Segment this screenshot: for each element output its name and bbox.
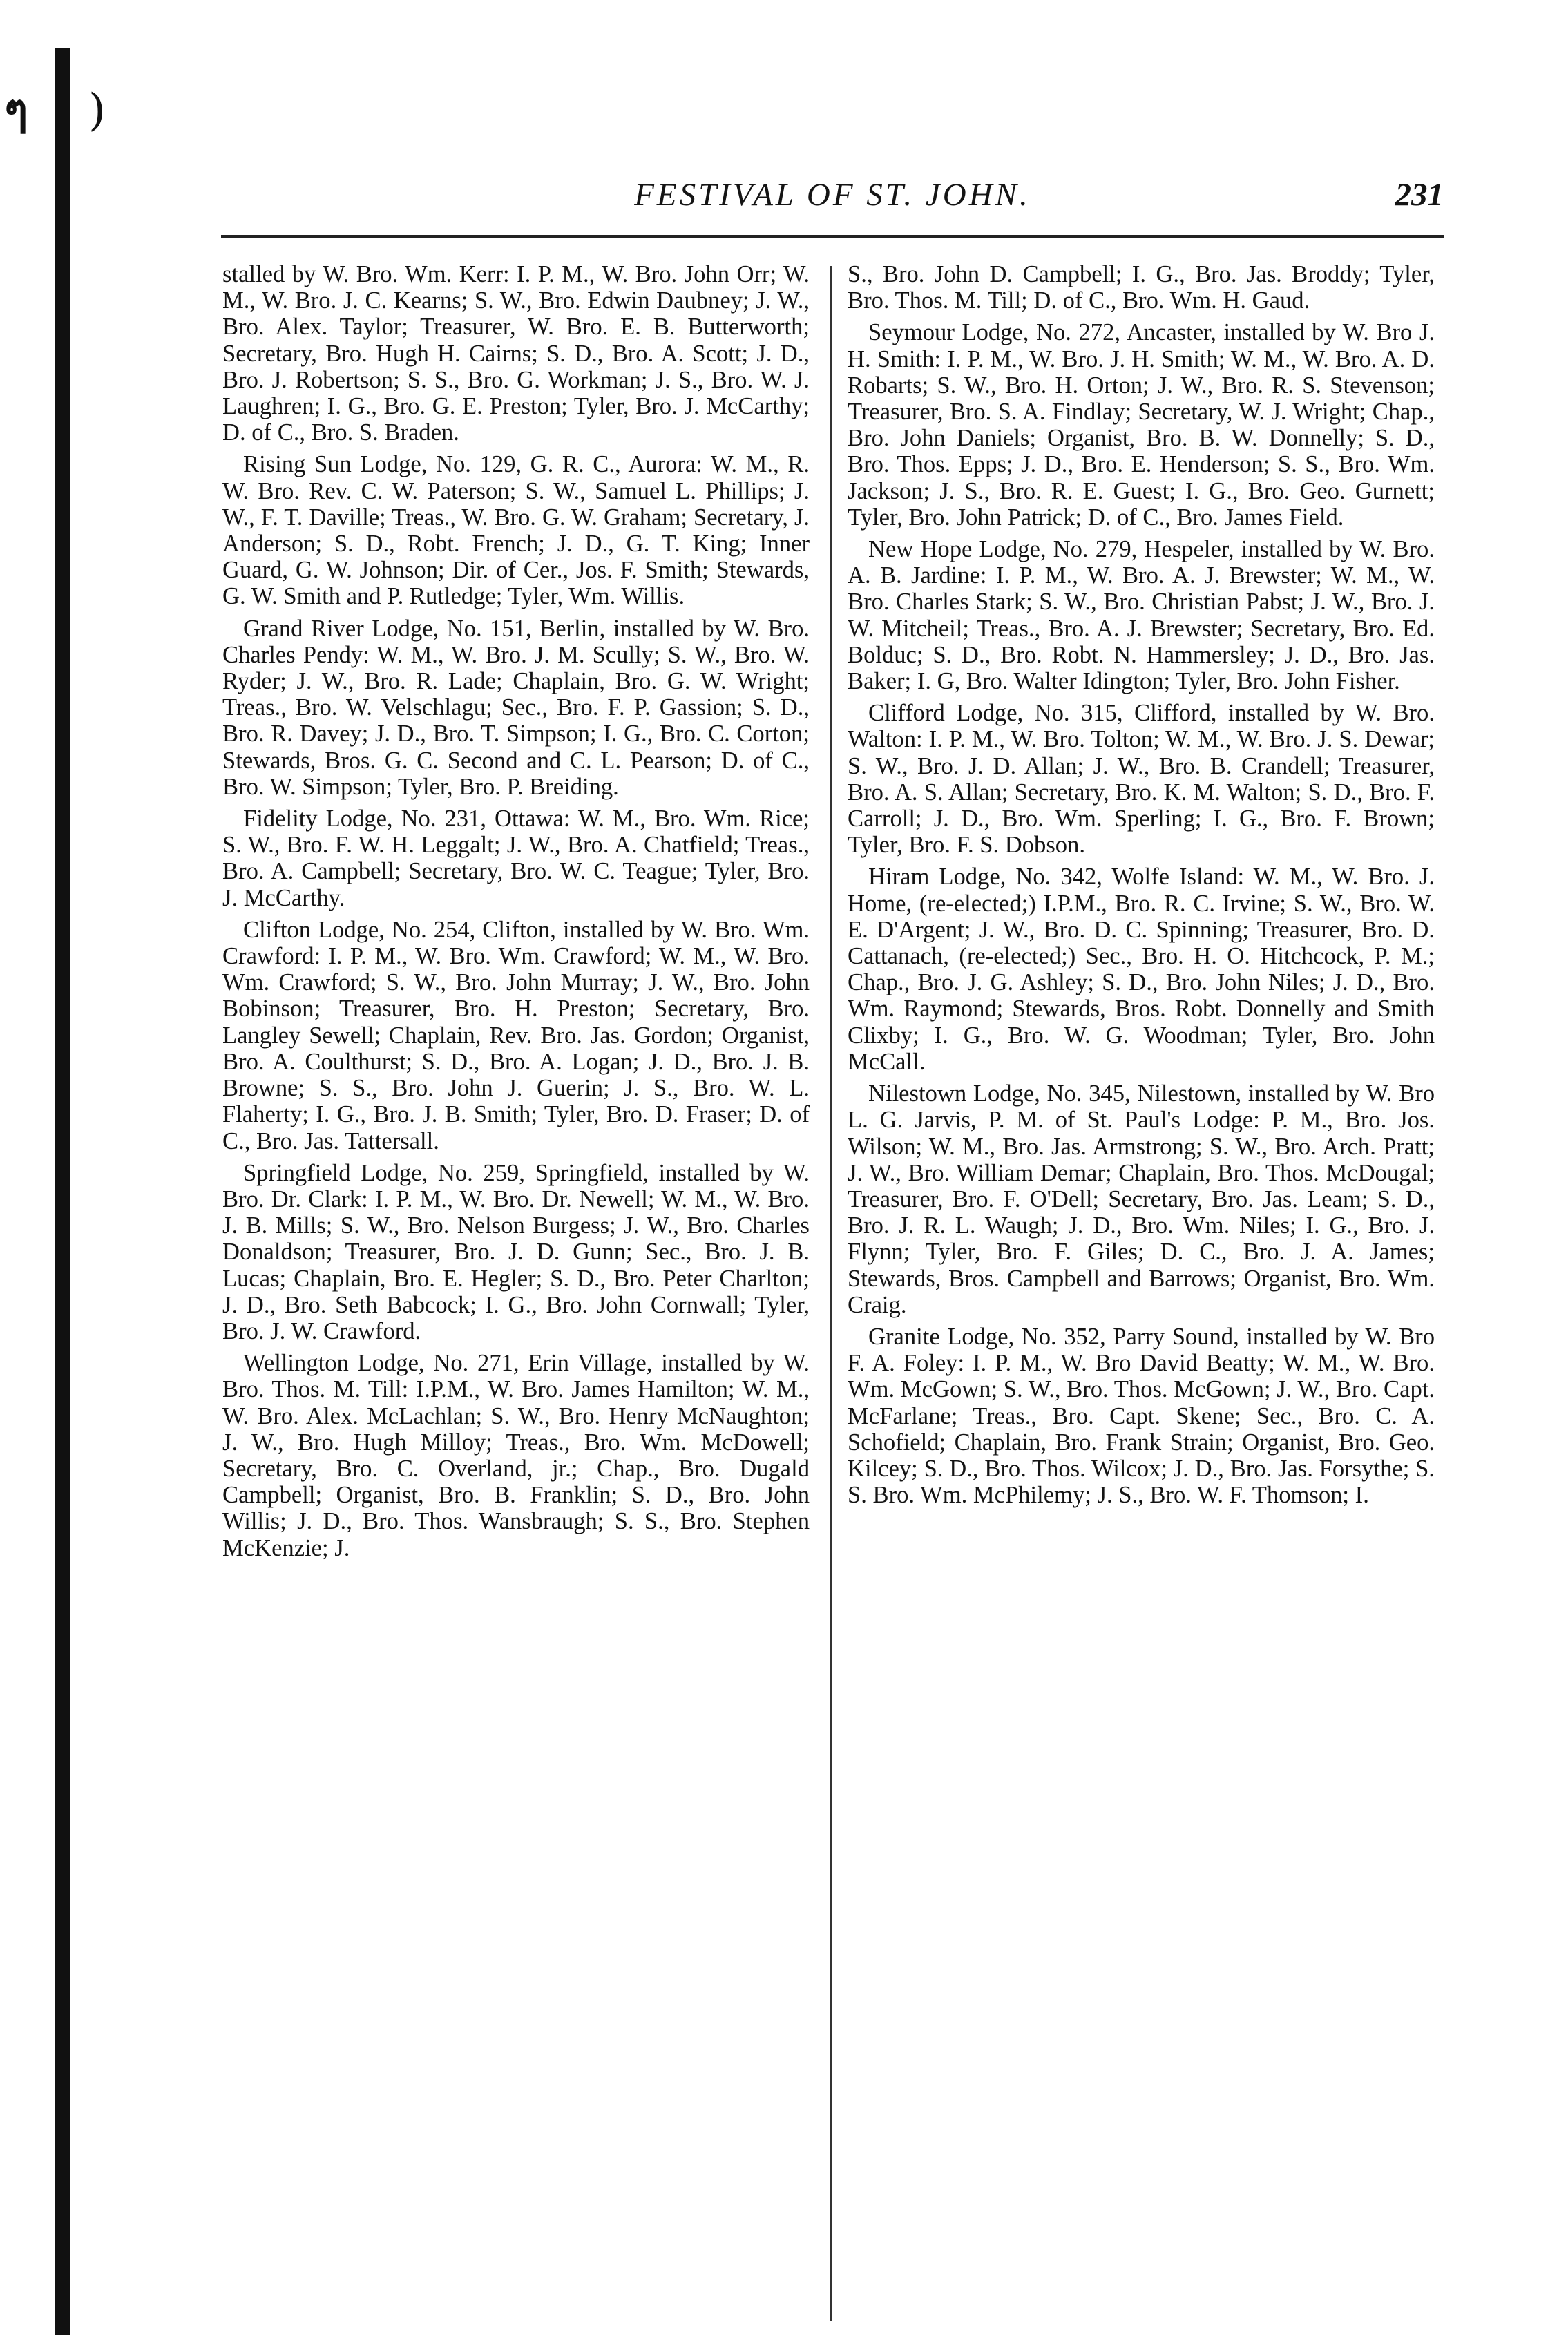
header-rule	[221, 235, 1444, 238]
lodge-entry: stalled by W. Bro. Wm. Kerr: I. P. M., W. Bro. John Orr; W. M., W. Bro. J. C. Kearns; S. W., Bro. Edwin Daubney; J. W., Bro. Alex. Taylor; Treasurer, W. Bro. E. B. Butterworth; Secretary, Bro. Hugh H. Cairns; S. D., Bro. A. Scott; J. D., Bro. J. Robertson; S. S., Bro. G. Workman; J. S., Bro. W. J. Laughren; I. G., Bro. G. E. Preston; Tyler, Bro. J. McCarthy; D. of C., Bro. S. Braden.	[222, 261, 810, 446]
column-divider	[830, 266, 832, 2321]
left-column	[222, 261, 810, 2327]
lodge-entry: Rising Sun Lodge, No. 129, G. R. C., Aurora: W. M., R. W. Bro. Rev. C. W. Paterson; S. W., Samuel L. Phillips; J. W., F. T. Daville; Treas., W. Bro. G. W. Graham; Secretary, J. Anderson; S. D., Robt. French; J. D., G. T. King; Inner Guard, G. W. Johnson; Dir. of Cer., Jos. F. Smith; Stewards, G. W. Smith and P. Rutledge; Tyler, Wm. Willis.	[222, 451, 810, 610]
page-number: 231	[1395, 177, 1444, 213]
lodge-entry: Fidelity Lodge, No. 231, Ottawa: W. M., Bro. Wm. Rice; S. W., Bro. F. W. H. Leggalt; J. W., Bro. A. Chatfield; Treas., Bro. A. Campbell; Secretary, Bro. W. C. Teague; Tyler, Bro. J. McCarthy.	[222, 806, 810, 911]
lodge-entry: S., Bro. John D. Campbell; I. G., Bro. Jas. Broddy; Tyler, Bro. Thos. M. Till; D. of C., Bro. Wm. H. Gaud.	[848, 261, 1435, 314]
lodge-entry: Clifford Lodge, No. 315, Clifford, installed by W. Bro. Walton: I. P. M., W. Bro. Tolton; W. M., W. Bro. J. S. Dewar; S. W., Bro. J. D. Allan; J. W., Bro. B. Crandell; Treasurer, Bro. A. S. Allan; Secretary, Bro. K. M. Walton; S. D., Bro. F. Carroll; J. D., Bro. Wm. Sperling; I. G., Bro. F. Brown; Tyler, Bro. F. S. Dobson.	[848, 700, 1435, 859]
lodge-entry: Wellington Lodge, No. 271, Erin Village, installed by W. Bro. Thos. M. Till: I.P.M., W. Bro. James Hamilton; W. M., W. Bro. Alex. McLachlan; S. W., Bro. Henry McNaughton; J. W., Bro. Hugh Milloy; Treas., Bro. Wm. McDowell; Secretary, Bro. C. Overland, jr.; Chap., Bro. Dugald Campbell; Organist, Bro. B. Franklin; S. D., Bro. John Willis; J. D., Bro. Thos. Wansbraugh; S. S., Bro. Stephen McKenzie; J.	[222, 1350, 810, 1561]
lodge-entry: Grand River Lodge, No. 151, Berlin, installed by W. Bro. Charles Pendy: W. M., W. Bro. J. M. Scully; S. W., Bro. W. Ryder; J. W., Bro. R. Lade; Chaplain, Bro. G. W. Wright; Treas., Bro. W. Velschlagu; Sec., Bro. F. P. Gassion; S. D., Bro. R. Davey; J. D., Bro. T. Simpson; I. G., Bro. C. Corton; Stewards, Bros. G. C. Second and C. L. Pearson; D. of C., Bro. W. Simpson; Tyler, Bro. P. Breiding.	[222, 615, 810, 800]
lodge-entry: Hiram Lodge, No. 342, Wolfe Island: W. M., W. Bro. J. Home, (re-elected;) I.P.M., Bro. R. C. Irvine; S. W., Bro. W. E. D'Argent; J. W., Bro. D. C. Spinning; Treasurer, Bro. D. Cattanach, (re-elected;) Sec., Bro. H. O. Hitchcock, P. M.; Chap., Bro. J. G. Ashley; S. D., Bro. John Niles; J. D., Bro. Wm. Raymond; Stewards, Bros. Robt. Donnelly and Smith Clixby; I. G., Bro. W. G. Woodman; Tyler, Bro. John McCall.	[848, 864, 1435, 1075]
margin-mark-right: )	[88, 85, 106, 136]
margin-mark-left: ๆ	[4, 84, 28, 136]
running-title: FESTIVAL OF ST. JOHN.	[634, 177, 1031, 213]
lodge-entry: New Hope Lodge, No. 279, Hespeler, installed by W. Bro. A. B. Jardine: I. P. M., W. Bro. A. J. Brewster; W. M., W. Bro. Charles Stark; S. W., Bro. Christian Pabst; J. W., Bro. J. W. Mitcheil; Treas., Bro. A. J. Brewster; Secretary, Bro. Ed. Bolduc; S. D., Bro. Robt. N. Hammersley; J. D., Bro. Jas. Baker; I. G, Bro. Walter Idington; Tyler, Bro. John Fisher.	[848, 536, 1435, 695]
lodge-entry: Seymour Lodge, No. 272, Ancaster, installed by W. Bro J. H. Smith: I. P. M., W. Bro. J. H. Smith; W. M., W. Bro. A. D. Robarts; S. W., Bro. H. Orton; J. W., Bro. R. S. Stevenson; Treasurer, Bro. S. A. Findlay; Secretary, W. J. Wright; Chap., Bro. John Daniels; Organist, Bro. B. W. Donnelly; S. D., Bro. Thos. Epps; J. D., Bro. E. Henderson; S. S., Bro. Wm. Jackson; J. S., Bro. R. E. Guest; I. G., Bro. Geo. Gurnett; Tyler, Bro. John Patrick; D. of C., Bro. James Field.	[848, 319, 1435, 531]
page-header	[221, 176, 1444, 225]
lodge-entry: Nilestown Lodge, No. 345, Nilestown, installed by W. Bro L. G. Jarvis, P. M. of St. Paul's Lodge: P. M., Bro. Jos. Wilson; W. M., Bro. Jas. Armstrong; S. W., Bro. Arch. Pratt; J. W., Bro. William Demar; Chaplain, Bro. Thos. McDougal; Treasurer, Bro. F. O'Dell; Secretary, Bro. Jas. Leam; S. D., Bro. J. R. L. Waugh; J. D., Bro. Wm. Niles; I. G., Bro. J. Flynn; Tyler, Bro. F. Giles; D. C., Bro. J. A. James; Stewards, Bros. Campbell and Barrows; Organist, Bro. Wm. Craig.	[848, 1080, 1435, 1318]
lodge-entry: Clifton Lodge, No. 254, Clifton, installed by W. Bro. Wm. Crawford: I. P. M., W. Bro. Wm. Crawford; W. M., W. Bro. Wm. Crawford; S. W., Bro. John Murray; J. W., Bro. John Bobinson; Treasurer, Bro. H. Preston; Secretary, Bro. Langley Sewell; Chaplain, Rev. Bro. Jas. Gordon; Organist, Bro. A. Coulthurst; S. D., Bro. A. Logan; J. D., Bro. J. B. Browne; S. S., Bro. John J. Guerin; J. S., Bro. W. L. Flaherty; I. G., Bro. J. B. Smith; Tyler, Bro. D. Fraser; D. of C., Bro. Jas. Tattersall.	[222, 916, 810, 1154]
lodge-entry: Granite Lodge, No. 352, Parry Sound, installed by W. Bro F. A. Foley: I. P. M., W. Bro David Beatty; W. M., W. Bro. Wm. McGown; S. W., Bro. Thos. McGown; J. W., Bro. Capt. McFarlane; Treas., Bro. Capt. Skene; Sec., Bro. C. A. Schofield; Chaplain, Bro. Frank Strain; Organist, Bro. Geo. Kilcey; S. D., Bro. Thos. Wilcox; J. D., Bro. Jas. Forsythe; S. S. Bro. Wm. McPhilemy; J. S., Bro. W. F. Thomson; I.	[848, 1323, 1435, 1509]
page-binding-edge	[55, 48, 70, 2335]
right-column	[848, 261, 1435, 2327]
lodge-entry: Springfield Lodge, No. 259, Springfield, installed by W. Bro. Dr. Clark: I. P. M., W. Bro. Dr. Newell; W. M., W. Bro. J. B. Mills; S. W., Bro. Nelson Burgess; J. W., Bro. Charles Donaldson; Treasurer, Bro. J. D. Gunn; Sec., Bro. J. B. Lucas; Chaplain, Bro. E. Hegler; S. D., Bro. Peter Charlton; J. D., Bro. Seth Babcock; I. G., Bro. John Cornwall; Tyler, Bro. J. W. Crawford.	[222, 1159, 810, 1344]
